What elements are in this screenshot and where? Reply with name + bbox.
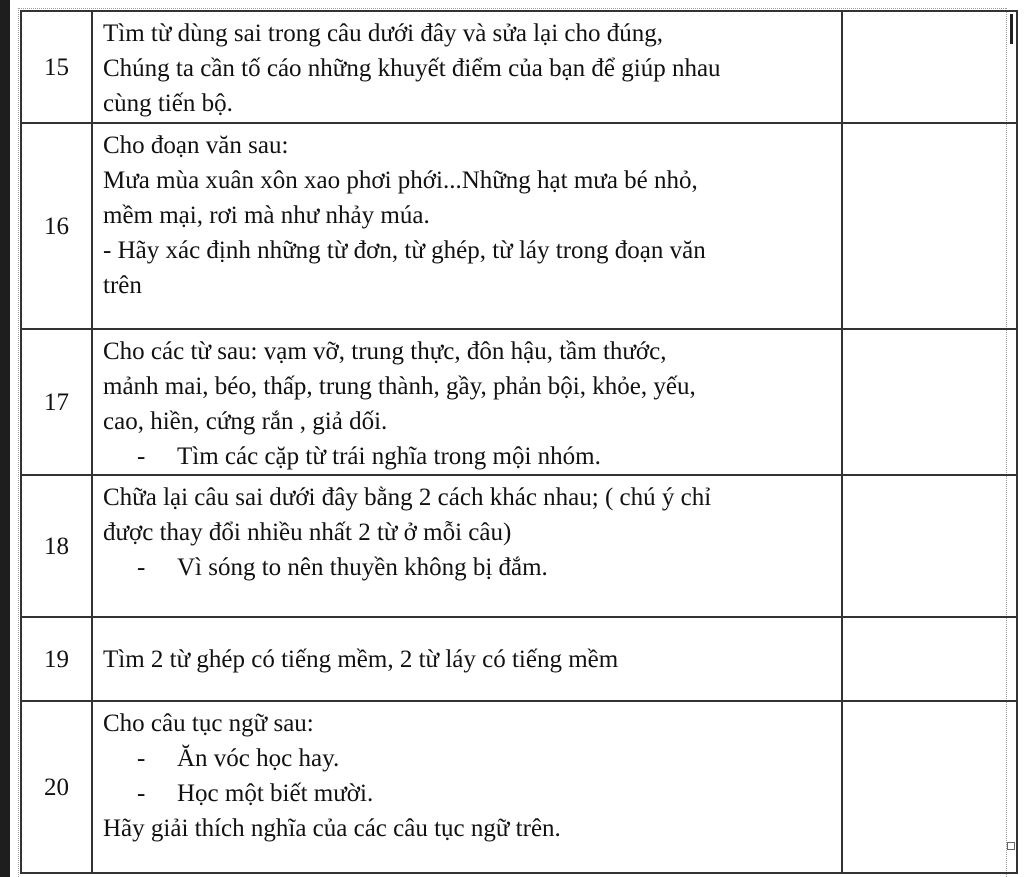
table-row xyxy=(21,475,1017,617)
question-text-cell[interactable] xyxy=(92,11,842,123)
page-margin-top xyxy=(18,8,1006,9)
question-text-cell[interactable] xyxy=(92,701,842,873)
table-row xyxy=(21,329,1017,475)
answer-cell[interactable] xyxy=(842,701,1017,873)
table-row xyxy=(21,11,1017,123)
bullet-item xyxy=(103,776,833,811)
question-line: Hãy giải thích nghĩa của các câu tục ngữ trên. xyxy=(103,815,561,842)
question-text-cell[interactable] xyxy=(92,617,842,701)
question-line: được thay đổi nhiều nhất 2 từ ở mỗi câu) xyxy=(103,519,512,546)
question-line: mềm mại, rơi mà như nhảy múa. xyxy=(103,202,430,229)
question-line: Mưa mùa xuân xôn xao phơi phới...Những hạt mưa bé nhỏ, xyxy=(103,167,698,194)
bullet-text: Học một biết mười. xyxy=(177,780,374,807)
question-number[interactable]: 18 xyxy=(21,475,92,617)
answer-cell[interactable] xyxy=(842,475,1017,617)
question-number[interactable]: 16 xyxy=(21,123,92,329)
question-text-cell[interactable] xyxy=(92,475,842,617)
table-row xyxy=(21,123,1017,329)
question-number[interactable]: 17 xyxy=(21,329,92,475)
answer-cell[interactable] xyxy=(842,123,1017,329)
question-line: trên xyxy=(103,272,142,299)
question-line: Tìm từ dùng sai trong câu dưới đây và sửa lại cho đúng, xyxy=(103,20,664,47)
question-line: Chữa lại câu sai dưới đây bằng 2 cách khác nhau; ( chú ý chỉ xyxy=(103,484,712,511)
question-line: Cho câu tục ngữ sau: xyxy=(103,710,314,737)
question-line: Cho đoạn văn sau: xyxy=(103,132,289,159)
answer-cell[interactable] xyxy=(842,617,1017,701)
question-number[interactable]: 19 xyxy=(21,617,92,701)
table-row xyxy=(21,617,1017,701)
bullet-text: Ăn vóc học hay. xyxy=(177,745,340,772)
bullet-text: Vì sóng to nên thuyền không bị đắm. xyxy=(177,554,548,581)
bullet-marker: - xyxy=(137,443,146,470)
question-line: Tìm 2 từ ghép có tiếng mềm, 2 từ láy có tiếng mềm xyxy=(103,645,619,673)
question-text-cell[interactable] xyxy=(92,123,842,329)
table-row xyxy=(21,701,1017,873)
window-left-edge xyxy=(0,0,10,877)
bullet-item xyxy=(103,741,833,776)
answer-cell[interactable] xyxy=(842,329,1017,475)
question-text-cell[interactable] xyxy=(92,329,842,475)
question-line: mảnh mai, béo, thấp, trung thành, gầy, phản bội, khỏe, yếu, xyxy=(103,373,696,400)
question-number[interactable]: 20 xyxy=(21,701,92,873)
bullet-marker: - xyxy=(137,554,146,581)
bullet-item xyxy=(103,550,833,585)
bullet-marker: - xyxy=(137,780,146,807)
bullet-marker: - xyxy=(137,745,146,772)
bullet-text: Tìm các cặp từ trái nghĩa trong mội nhóm. xyxy=(177,443,601,470)
question-line: Chúng ta cần tố cáo những khuyết điểm của bạn để giúp nhau xyxy=(103,55,721,82)
question-line: cao, hiền, cứng rắn , giả dối. xyxy=(103,408,388,435)
answer-cell[interactable] xyxy=(842,11,1017,123)
question-line: cùng tiến bộ. xyxy=(103,90,233,117)
question-line: Cho các từ sau: vạm vỡ, trung thực, đôn hậu, tầm thước, xyxy=(103,338,667,365)
question-number[interactable]: 15 xyxy=(21,11,92,123)
question-table xyxy=(20,10,1018,874)
table-resize-handle[interactable] xyxy=(1007,842,1015,850)
question-line: - Hãy xác định những từ đơn, từ ghép, từ láy trong đoạn văn xyxy=(103,237,706,264)
bullet-item xyxy=(103,439,833,474)
page-margin-left xyxy=(18,8,19,877)
